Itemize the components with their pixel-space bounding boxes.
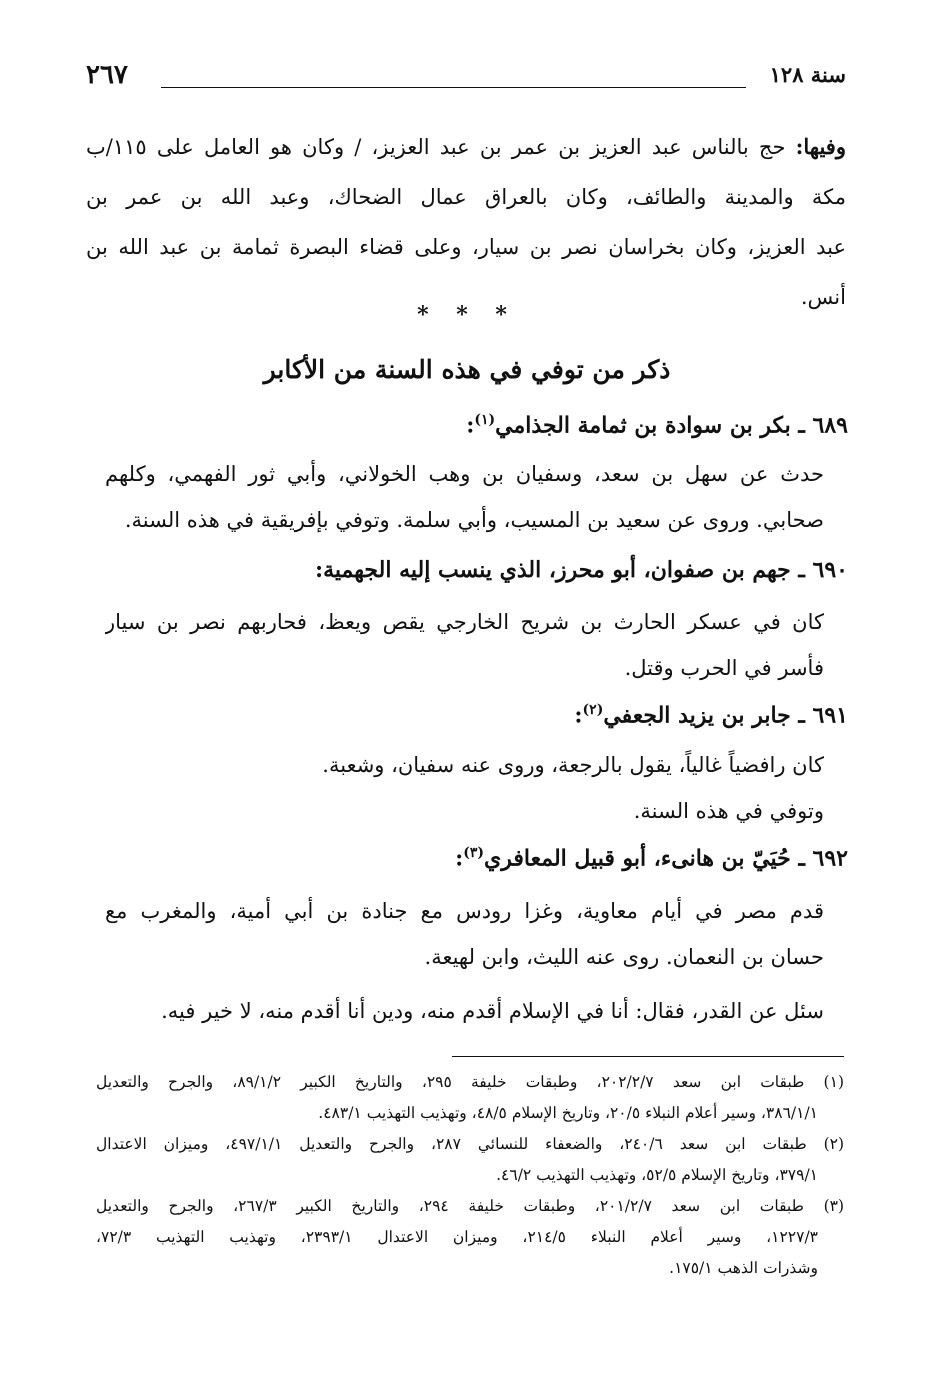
footnote-line: (١) طبقات ابن سعد ٢٠٢/٢/٧، وطبقات خليفة ٢٩٥، والتاريخ الكبير ٨٩/١/٢، والجرح والتعديل [96,1073,844,1091]
entry-heading: ٦٩٢ ـ حُيَيّ بن هانىء، أبو قبيل المعافري$^{(٣)}$: [455,845,848,872]
entry-line: سئل عن القدر، فقال: أنا في الإسلام أقدم منه، ودين أنا أقدم منه، لا خير فيه. [161,999,824,1023]
page-number: ٢٦٧ [86,60,128,90]
footnote-rule [452,1056,844,1057]
intro-paragraph [86,122,846,322]
footnote-line: (٢) طبقات ابن سعد ٢٤٠/٦، والضعفاء للنسائي ٢٨٧، والجرح والتعديل ٤٩٧/١/١، وميزان الاعتدال [96,1135,844,1153]
entry-body [105,988,824,1034]
entry-line: حدث عن سهل بن سعد، وسفيان بن وهب الخولاني، وأبي ثور الفهمي، وكلهم [105,462,824,486]
running-head: سنة ١٢٨ [769,62,846,87]
entry-line: فأسر في الحرب وقتل. [624,656,824,680]
intro-line: وفيها: حج بالناس عبد العزيز بن عمر بن عبد العزيز، / وكان هو العامل على ١١٥/ب [86,134,846,159]
entry-heading: ٦٩١ ـ جابر بن يزيد الجعفي$^{(٢)}$: [574,702,848,729]
entry-body [105,888,824,980]
entry-body [105,599,824,691]
footnote-ref: (٢) [582,702,604,718]
footnote-line: ٣٨٦/١/١، وسير أعلام النبلاء ٢٠/٥، وتاريخ الإسلام ٤٨/٥، وتهذيب التهذيب ٤٨٣/١. [318,1104,818,1122]
footnote-line: ٣٧٩/١، وتاريخ الإسلام ٥٢/٥، وتهذيب التهذيب ٤٦/٢. [496,1166,818,1184]
entry-line: وتوفي في هذه السنة. [633,799,824,823]
entry-body [105,451,824,543]
entry-line: قدم مصر في أيام معاوية، وغزا رودس مع جنادة بن أبي أمية، والمغرب مع [105,899,824,923]
page-header [86,60,846,100]
entry-body [105,742,824,834]
footnotes [96,1067,844,1284]
entry-heading: ٦٨٩ ـ بكر بن سوادة بن ثمامة الجذامي$^{(١)}$: [466,412,848,439]
section-title: ذكر من توفي في هذه السنة من الأكابر [263,355,671,384]
intro-line: أنس. [800,285,846,309]
entry-line: كان في عسكر الحارث بن شريح الخارجي يقص ويعظ، فحاربهم نصر بن سيار [105,610,824,634]
entry-line: حسان بن النعمان. روى عنه الليث، وابن لهيعة. [424,945,824,969]
intro-line: مكة والمدينة والطائف، وكان بالعراق عمال الضحاك، وعبد الله بن عمر بن [86,185,846,209]
entry-line: صحابي. وروى عن سعيد بن المسيب، وأبي سلمة. وتوفي بإفريقية في هذه السنة. [124,508,824,532]
footnote-line: وشذرات الذهب ١٧٥/١. [669,1259,818,1277]
intro-lead: وفيها: [795,134,846,159]
section-separator: * * * [417,302,517,328]
footnote-line: (٣) طبقات ابن سعد ٢٠١/٢/٧، وطبقات خليفة ٢٩٤، والتاريخ الكبير ٢٦٧/٣، والجرح والتعديل [96,1197,844,1215]
footnote-ref: (٣) [463,845,485,861]
footnote-ref: (١) [474,412,496,428]
footnote-line: ١٢٢٧/٣، وسير أعلام النبلاء ٢١٤/٥، وميزان الاعتدال ٢٣٩٣/١، وتهذيب التهذيب ٧٢/٣، [96,1228,818,1246]
header-rule [161,87,746,88]
intro-line: عبد العزيز، وكان بخراسان نصر بن سيار، وعلى قضاء البصرة ثمامة بن عبد الله بن [86,235,846,259]
entry-heading: ٦٩٠ ـ جهم بن صفوان، أبو محرز، الذي ينسب إليه الجهمية: [315,557,848,583]
entry-line: كان رافضياً غالياً، يقول بالرجعة، وروى عنه سفيان، وشعبة. [322,753,824,777]
